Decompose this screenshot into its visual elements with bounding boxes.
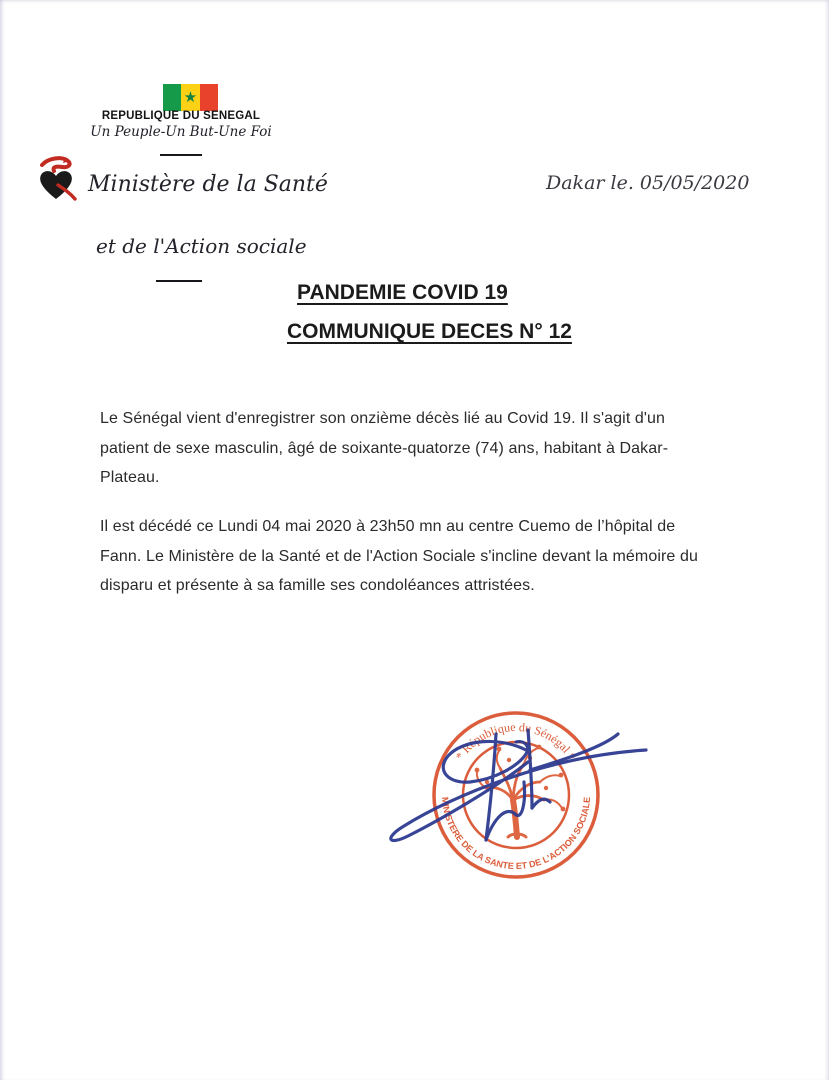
official-stamp — [378, 690, 678, 890]
national-motto: Un Peuple-Un But-Une Foi — [90, 124, 272, 140]
senegal-flag-icon — [163, 84, 218, 111]
flag-green-band — [163, 84, 181, 111]
flag-yellow-band — [181, 84, 199, 111]
paragraph-line: Fann. Le Ministère de la Santé et de l'Action Sociale s'incline devant la mémoire du — [100, 547, 698, 565]
paragraph-line: disparu et présente à sa famille ses condoléances attristées. — [100, 577, 535, 595]
stamp — [434, 713, 598, 877]
paragraph-line: patient de sexe masculin, âgé de soixante-quatorze (74) ans, habitant à Dakar- — [100, 439, 669, 457]
divider-line — [156, 280, 202, 282]
ministry-name-line2: et de l'Action sociale — [96, 234, 307, 258]
paragraph-line: Il est décédé ce Lundi 04 mai 2020 à 23h50 mn au centre Cuemo de l’hôpital de — [100, 518, 676, 535]
paragraph-line: Le Sénégal vient d'enregistrer son onzième décès lié au Covid 19. Il s'agit d'un — [100, 410, 666, 427]
ministry-health-logo-icon — [32, 155, 80, 203]
flag-star-icon: ★ — [183, 88, 198, 106]
body-paragraph-1 — [100, 404, 668, 493]
ministry-name-line1: Ministère de la Santé — [88, 172, 328, 197]
republic-title: REPUBLIQUE DU SENEGAL — [101, 110, 261, 122]
stamp-bottom-text: MINISTERE DE LA SANTE ET DE L'ACTION SOCIALE — [439, 796, 593, 872]
stamp-top-text: * République du Sénégal * — [452, 719, 580, 763]
body-paragraph-2 — [100, 512, 698, 601]
divider-line — [160, 154, 202, 156]
document-title-line1: PANDEMIE COVID 19 — [297, 281, 508, 304]
document-title-line2: COMMUNIQUE DECES N° 12 — [287, 320, 572, 343]
dateline: Dakar le. 05/05/2020 — [546, 172, 750, 194]
flag-red-band — [200, 84, 218, 111]
paragraph-line: Plateau. — [100, 469, 160, 487]
logo-heart-shape — [40, 171, 72, 199]
